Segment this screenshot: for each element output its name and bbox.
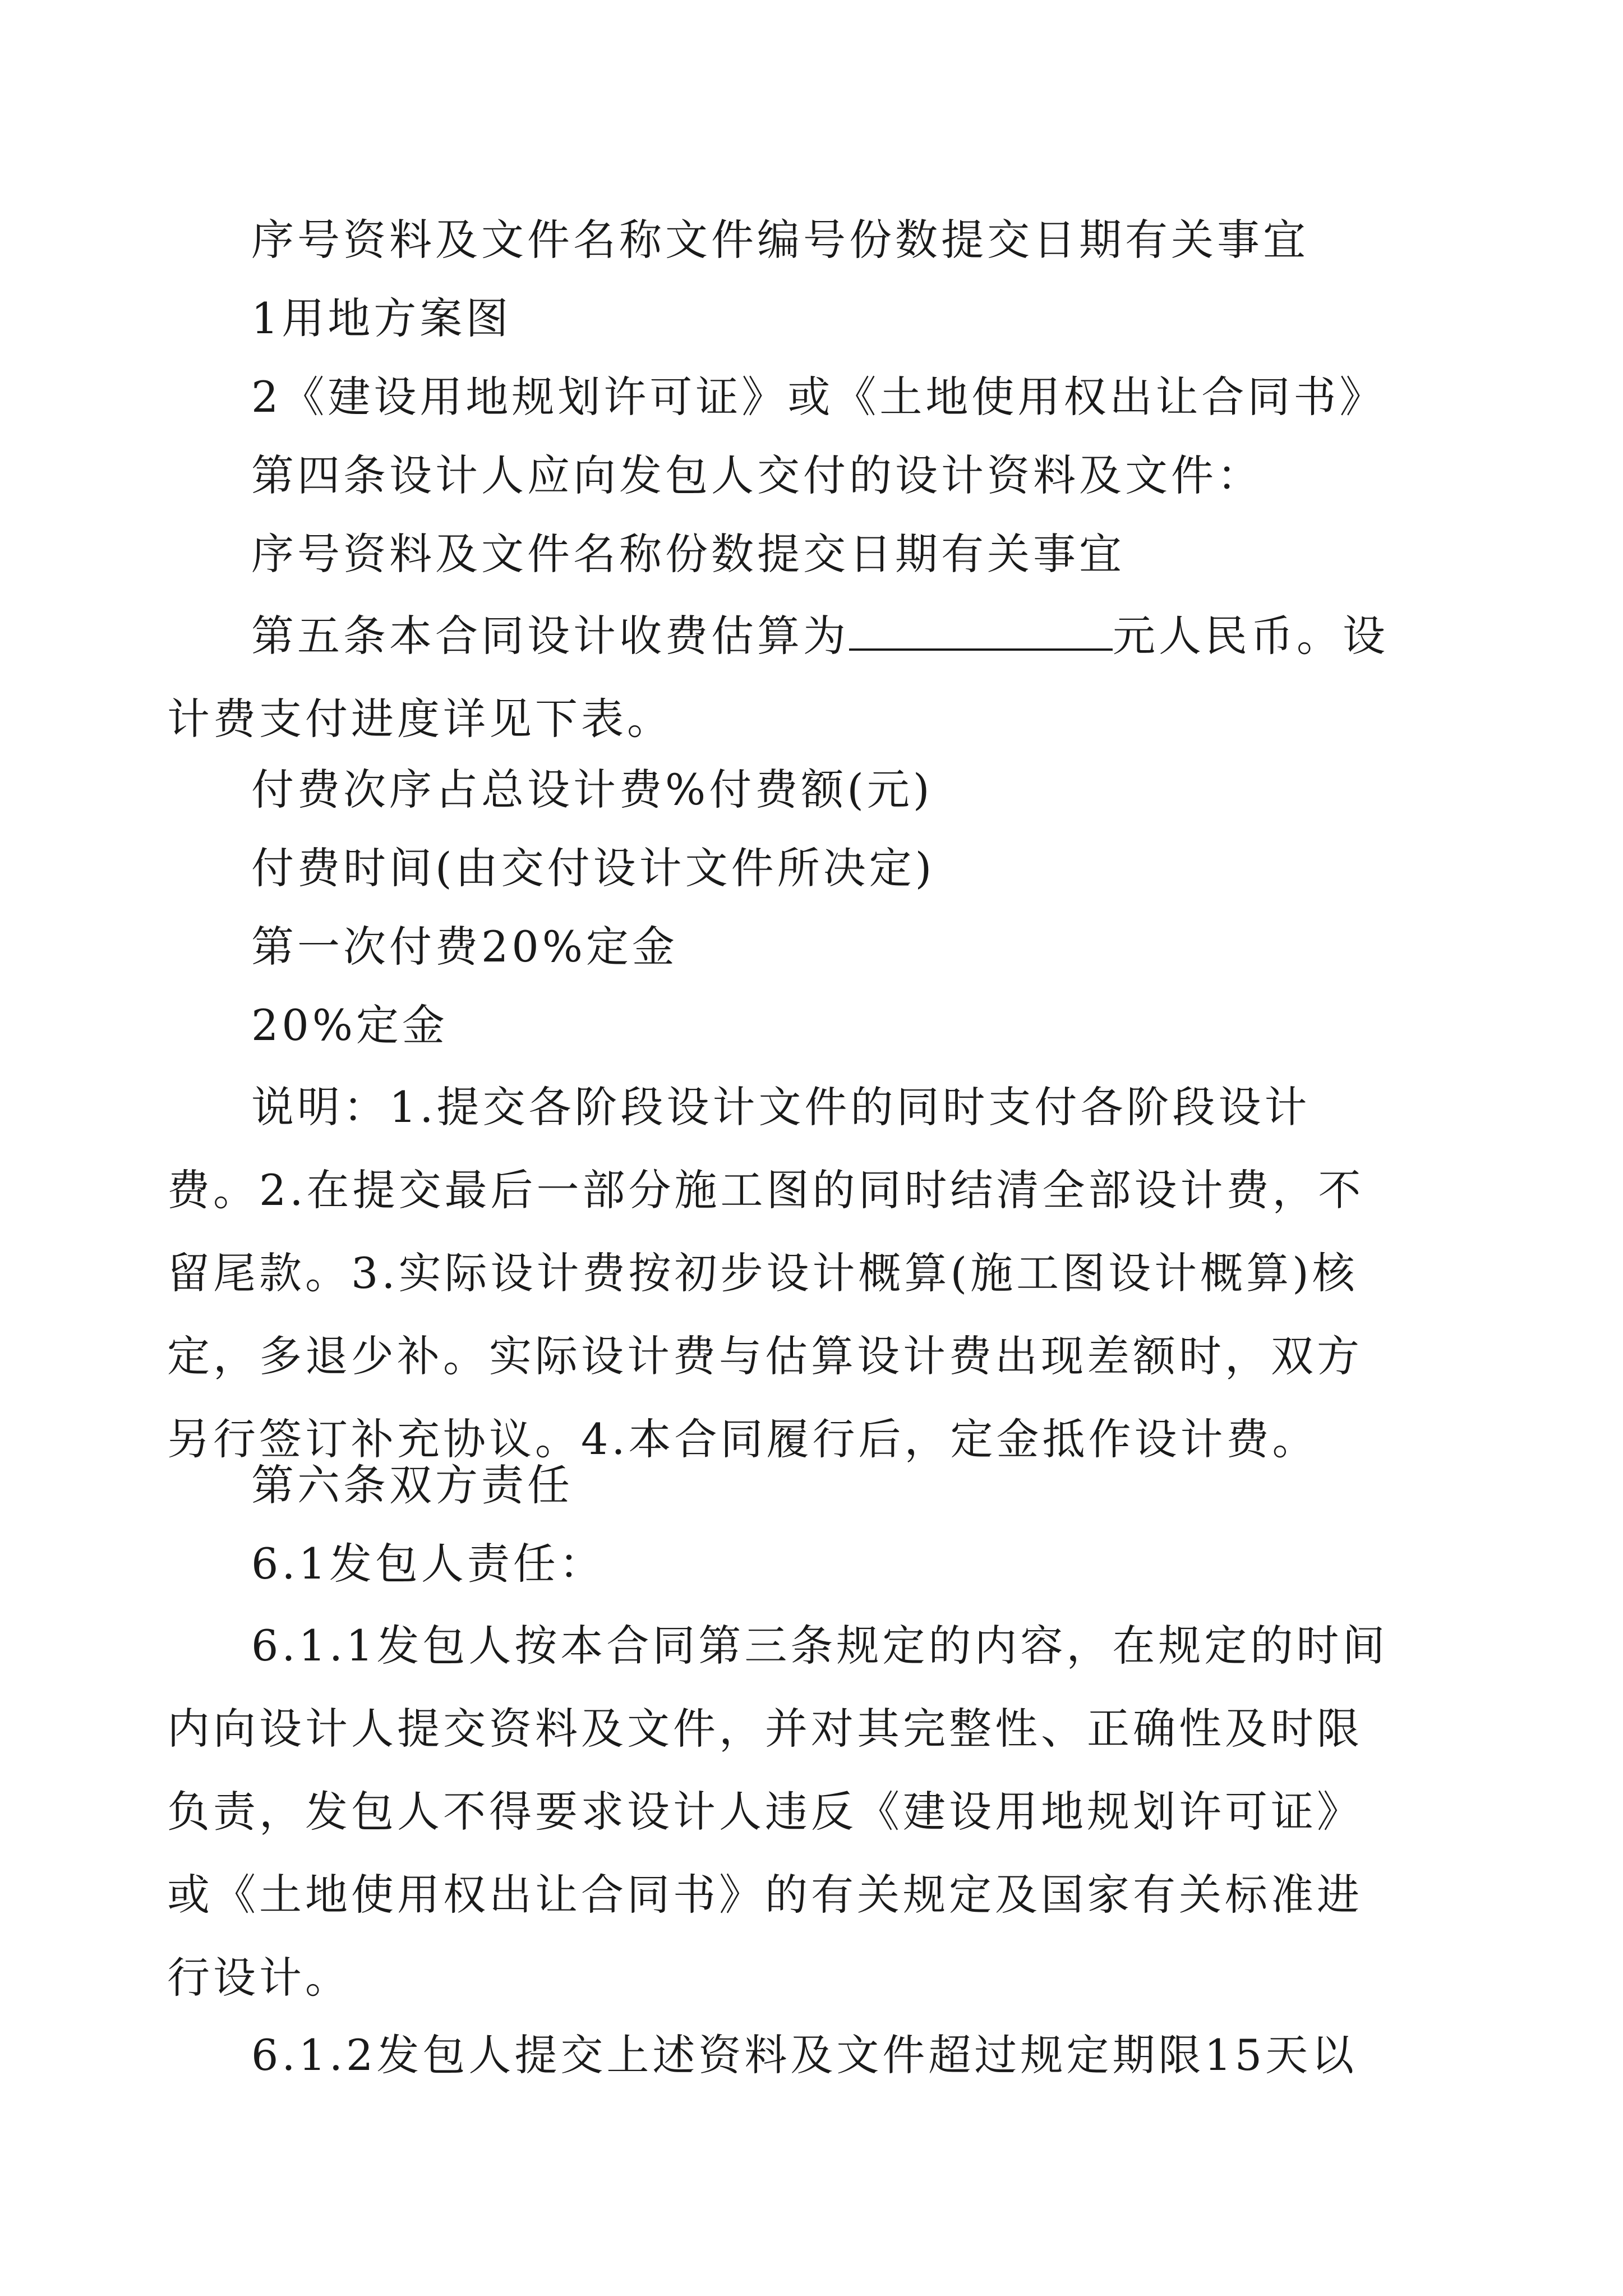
fee-amount-blank [849, 615, 1113, 651]
payment-table-header: 付费次序占总设计费%付费额(元) [251, 765, 933, 815]
table-header-submitted-materials: 序号资料及文件名称文件编号份数提交日期有关事宜 [251, 215, 1309, 265]
table-row-land-plan: 1用地方案图 [251, 293, 512, 343]
notes-paragraph: 说明：1.提交各阶段设计文件的同时支付各阶段设计费。2.在提交最后一部分施工图的同时结清全部设计费，不留尾款。3.实际设计费按初步设计概算(施工图设计概算)核定，多退少补。实际设计费与估算设计费出现差额时，双方另行签订补充协议。4.本合同履行后，定金抵作设计费。 [167, 1082, 1364, 1464]
article-5-text-start: 第五条本合同设计收费估算为 [251, 611, 849, 661]
payment-row-deposit: 20%定金 [251, 1000, 448, 1050]
table-header-delivered-materials: 序号资料及文件名称份数提交日期有关事宜 [251, 529, 1125, 579]
article-6-heading: 第六条双方责任 [251, 1460, 573, 1510]
section-6-1-heading: 6.1发包人责任： [251, 1539, 605, 1589]
table-row-permits: 2《建设用地规划许可证》或《土地使用权出让合同书》 [251, 372, 1386, 422]
payment-row-first: 第一次付费20%定金 [251, 922, 678, 972]
clause-6-1-2-paragraph: 6.1.2发包人提交上述资料及文件超过规定期限15天以 [251, 2030, 1358, 2080]
clause-6-1-1-paragraph: 6.1.1发包人按本合同第三条规定的内容，在规定的时间内向设计人提交资料及文件，并对其完整性、正确性及时限负责，发包人不得要求设计人违反《建设用地规划许可证》或《土地使用权出让合同书》的有关规定及国家有关标准进行设计。 [167, 1621, 1389, 2003]
article-5-paragraph [167, 595, 1401, 761]
article-4-heading: 第四条设计人应向发包人交付的设计资料及文件： [251, 450, 1263, 500]
article-5-text-end: 元人民币。设计费支付进度详见下表。 [167, 611, 1389, 744]
payment-time-header: 付费时间(由交付设计文件所决定) [251, 843, 935, 893]
